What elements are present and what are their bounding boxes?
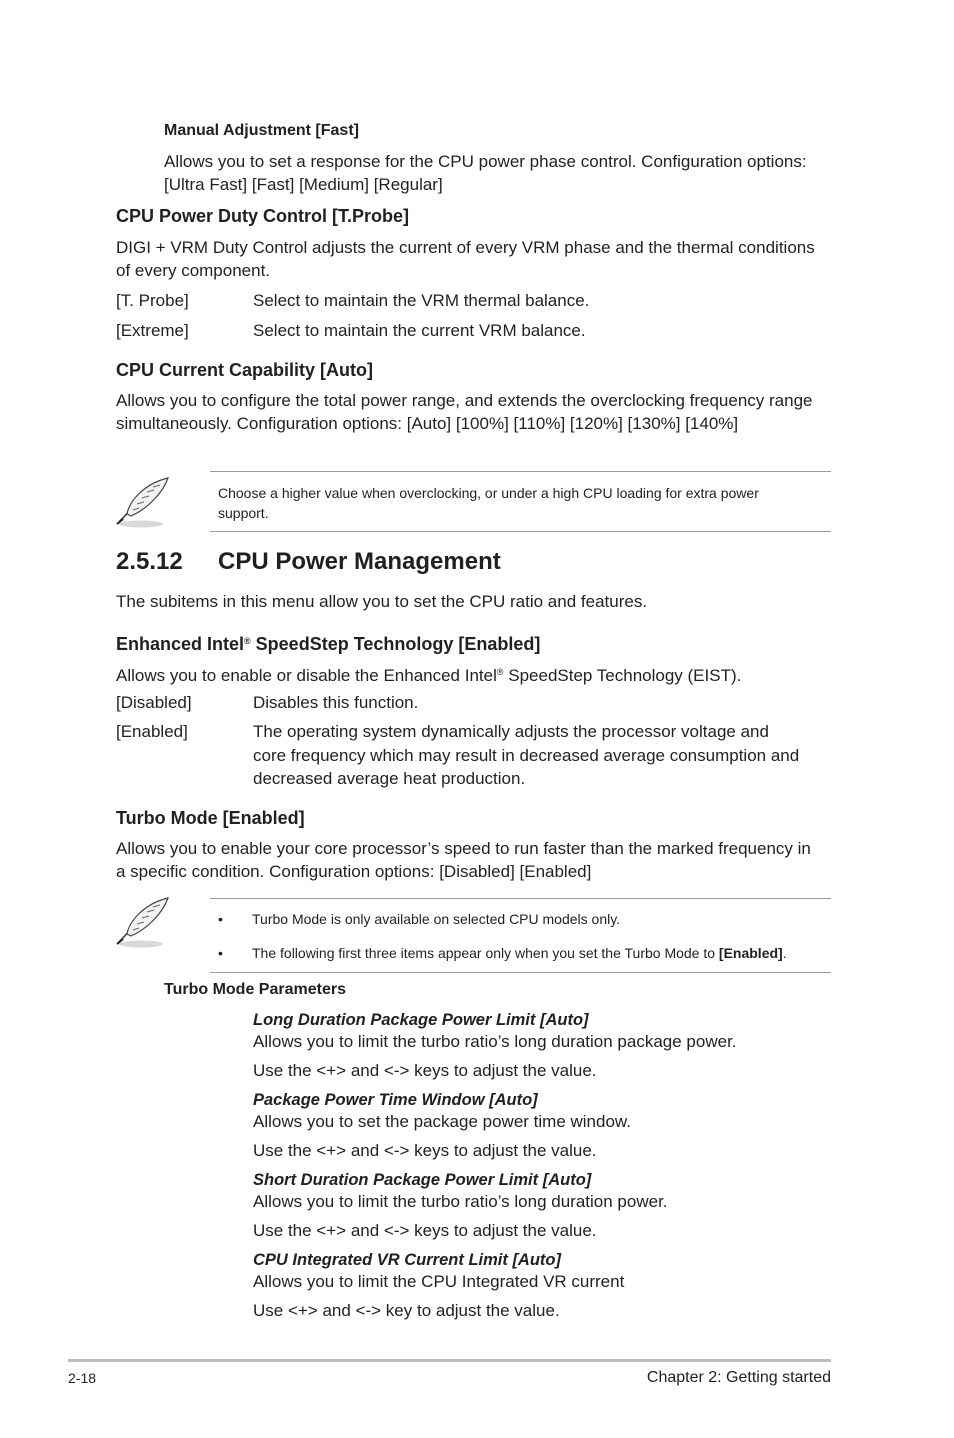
param-hint: Use the <+> and <-> keys to adjust the value.: [253, 1221, 597, 1240]
bullet: •: [218, 911, 223, 927]
registered-mark: ®: [244, 636, 251, 646]
duty-control-desc-line2: of every component.: [116, 261, 271, 280]
note-bottom-rule: [210, 531, 831, 532]
param-title: Package Power Time Window [Auto]: [253, 1091, 538, 1109]
param-hint: Use the <+> and <-> keys to adjust the value.: [253, 1061, 597, 1080]
note-top-rule: [210, 898, 831, 899]
speedstep-heading-part1: Enhanced Intel: [116, 634, 245, 654]
chapter-label: Chapter 2: Getting started: [646, 1369, 831, 1386]
speedstep-desc-part2: SpeedStep Technology (EIST).: [503, 666, 742, 685]
note-top-rule: [210, 471, 831, 472]
speedstep-heading: [116, 630, 540, 655]
option-term: [T. Probe]: [116, 291, 189, 310]
section-title: CPU Power Management: [218, 548, 501, 575]
param-title: Long Duration Package Power Limit [Auto]: [253, 1011, 589, 1029]
speedstep-desc: [116, 661, 741, 687]
current-capability-heading: CPU Current Capability [Auto]: [116, 360, 374, 380]
duty-control-desc-line1: DIGI + VRM Duty Control adjusts the current of every VRM phase and the thermal conditions: [116, 238, 815, 257]
footer-rule: [68, 1359, 831, 1362]
option-desc: Disables this function.: [253, 693, 419, 712]
feather-pen-icon: [113, 474, 173, 530]
note-item-1: Turbo Mode is only available on selected CPU models only.: [252, 911, 621, 927]
note-text-line1: Choose a higher value when overclocking, or under a high CPU loading for extra power: [218, 485, 759, 501]
option-term: [Disabled]: [116, 693, 192, 712]
param-desc: Allows you to limit the turbo ratio’s long duration power.: [253, 1192, 668, 1211]
current-capability-desc-line2: simultaneously. Configuration options: [Auto] [100%] [110%] [120%] [130%] [140%]: [116, 414, 739, 433]
param-desc: Allows you to limit the turbo ratio’s long duration package power.: [253, 1032, 737, 1051]
note-bottom-rule: [210, 972, 831, 973]
manual-adjustment-desc-line1: Allows you to set a response for the CPU power phase control. Configuration options:: [164, 152, 807, 171]
speedstep-heading-part2: SpeedStep Technology [Enabled]: [250, 634, 541, 654]
option-desc-line1: The operating system dynamically adjusts the processor voltage and: [253, 722, 769, 741]
param-desc: Allows you to set the package power time window.: [253, 1112, 631, 1131]
turbo-mode-heading: Turbo Mode [Enabled]: [116, 808, 305, 828]
turbo-params-heading: Turbo Mode Parameters: [164, 981, 346, 998]
section-intro: The subitems in this menu allow you to set the CPU ratio and features.: [116, 592, 648, 611]
param-title: CPU Integrated VR Current Limit [Auto]: [253, 1251, 561, 1269]
note-text-line2: support.: [218, 505, 269, 521]
section-number: 2.5.12: [116, 548, 183, 575]
option-desc: Select to maintain the VRM thermal balance.: [253, 291, 590, 310]
option-term: [Enabled]: [116, 722, 188, 741]
note-item-2-bold: [Enabled]: [718, 945, 783, 961]
current-capability-desc-line1: Allows you to configure the total power range, and extends the overclocking frequency range: [116, 391, 813, 410]
option-desc-line3: decreased average heat production.: [253, 769, 526, 788]
page-number: 2-18: [68, 1370, 97, 1386]
param-hint: Use the <+> and <-> keys to adjust the value.: [253, 1141, 597, 1160]
manual-adjustment-desc-line2: [Ultra Fast] [Fast] [Medium] [Regular]: [164, 175, 443, 194]
option-desc: Select to maintain the current VRM balance.: [253, 321, 586, 340]
registered-mark: ®: [496, 667, 504, 677]
note-item-2: [252, 943, 787, 963]
param-desc: Allows you to limit the CPU Integrated VR current: [253, 1272, 625, 1291]
param-title: Short Duration Package Power Limit [Auto]: [253, 1171, 592, 1189]
bullet: •: [218, 945, 223, 961]
note-item-2-part2: .: [782, 945, 787, 961]
turbo-mode-desc-line1: Allows you to enable your core processor’s speed to run faster than the marked frequency in: [116, 839, 811, 858]
option-term: [Extreme]: [116, 321, 189, 340]
feather-pen-icon: [113, 894, 173, 950]
turbo-mode-desc-line2: a specific condition. Configuration options: [Disabled] [Enabled]: [116, 862, 592, 881]
param-hint: Use <+> and <-> key to adjust the value.: [253, 1301, 560, 1320]
duty-control-heading: CPU Power Duty Control [T.Probe]: [116, 206, 410, 226]
note-item-2-part1: The following first three items appear only when you set the Turbo Mode to: [252, 945, 719, 961]
option-desc-line2: core frequency which may result in decreased average consumption and: [253, 746, 800, 765]
speedstep-desc-part1: Allows you to enable or disable the Enhanced Intel: [116, 666, 497, 685]
manual-adjustment-heading: Manual Adjustment [Fast]: [164, 122, 359, 139]
